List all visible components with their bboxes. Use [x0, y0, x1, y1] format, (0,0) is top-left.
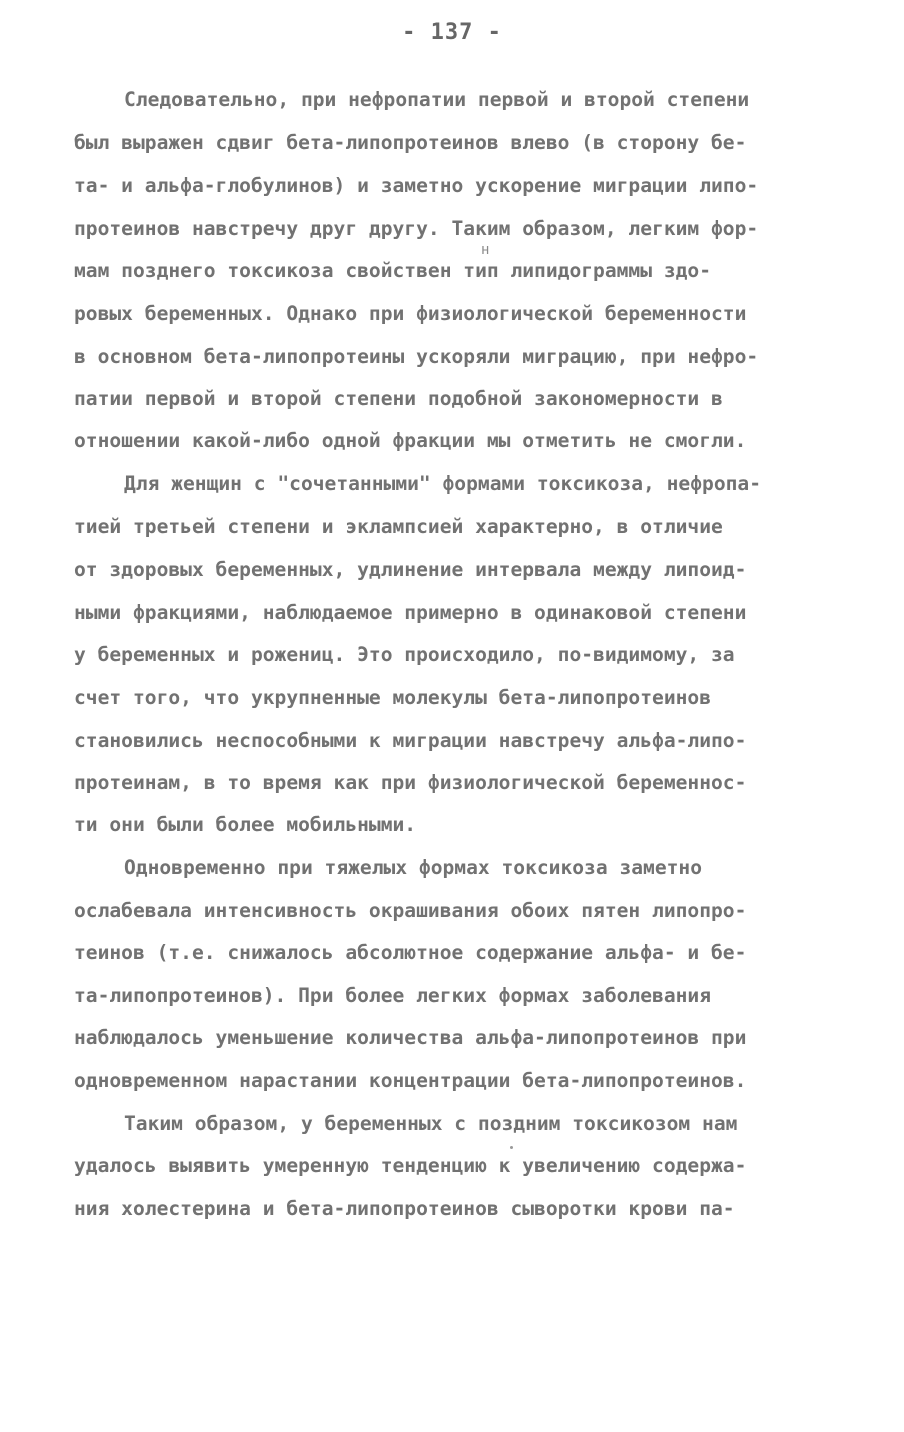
text-line-26: удалось выявить умеренную тенденцию к увеличению содержа- [74, 1154, 747, 1177]
stray-dot-mark [510, 1146, 513, 1149]
text-line-10: Для женщин с "сочетанными" формами токсикоза, нефропа- [124, 472, 762, 495]
text-line-13: ными фракциями, наблюдаемое примерно в одинаковой степени [74, 601, 747, 624]
text-line-14: у беременных и рожениц. Это происходило, по-видимому, за [74, 643, 735, 666]
text-line-11: тией третьей степени и эклампсией характерно, в отличие [74, 515, 723, 538]
text-line-21: теинов (т.е. снижалось абсолютное содержание альфа- и бе- [74, 941, 747, 964]
text-line-20: ослабевала интенсивность окрашивания обоих пятен липопро- [74, 899, 747, 922]
text-line-6: ровых беременных. Однако при физиологической беременности [74, 302, 747, 325]
text-line-15: счет того, что укрупненные молекулы бета-липопротеинов [74, 686, 712, 709]
text-line-4: протеинов навстречу друг другу. Таким образом, легким фор- [74, 217, 759, 240]
text-line-8: патии первой и второй степени подобной закономерности в [74, 387, 723, 410]
insertion-mark: н [481, 242, 490, 258]
text-line-16: становились неспособными к миграции навстречу альфа-липо- [74, 729, 747, 752]
text-line-22: та-липопротеинов). При более легких формах заболевания [74, 984, 712, 1007]
text-line-25: Таким образом, у беременных с поздним токсикозом нам [124, 1112, 738, 1135]
text-line-3: та- и альфа-глобулинов) и заметно ускорение миграции липо- [74, 174, 759, 197]
text-line-9: отношении какой-либо одной фракции мы отметить не смогли. [74, 429, 747, 452]
page-number: - 137 - [402, 20, 502, 45]
text-line-27: ния холестерина и бета-липопротеинов сыворотки крови па- [74, 1197, 735, 1220]
text-line-19: Одновременно при тяжелых формах токсикоза заметно [124, 856, 703, 879]
text-line-1: Следовательно, при нефропатии первой и второй степени [124, 88, 750, 111]
text-line-12: от здоровых беременных, удлинение интервала между липоид- [74, 558, 747, 581]
text-line-18: ти они были более мобильными. [74, 813, 417, 836]
text-line-24: одновременном нарастании концентрации бета-липопротеинов. [74, 1069, 747, 1092]
text-line-23: наблюдалось уменьшение количества альфа-липопротеинов при [74, 1026, 747, 1049]
text-line-17: протеинам, в то время как при физиологической беременнос- [74, 771, 747, 794]
text-line-7: в основном бета-липопротеины ускоряли миграцию, при нефро- [74, 345, 759, 368]
text-line-2: был выражен сдвиг бета-липопротеинов влево (в сторону бе- [74, 131, 747, 154]
text-line-5: мам позднего токсикоза свойствен тип липидограммы здо- [74, 259, 712, 282]
